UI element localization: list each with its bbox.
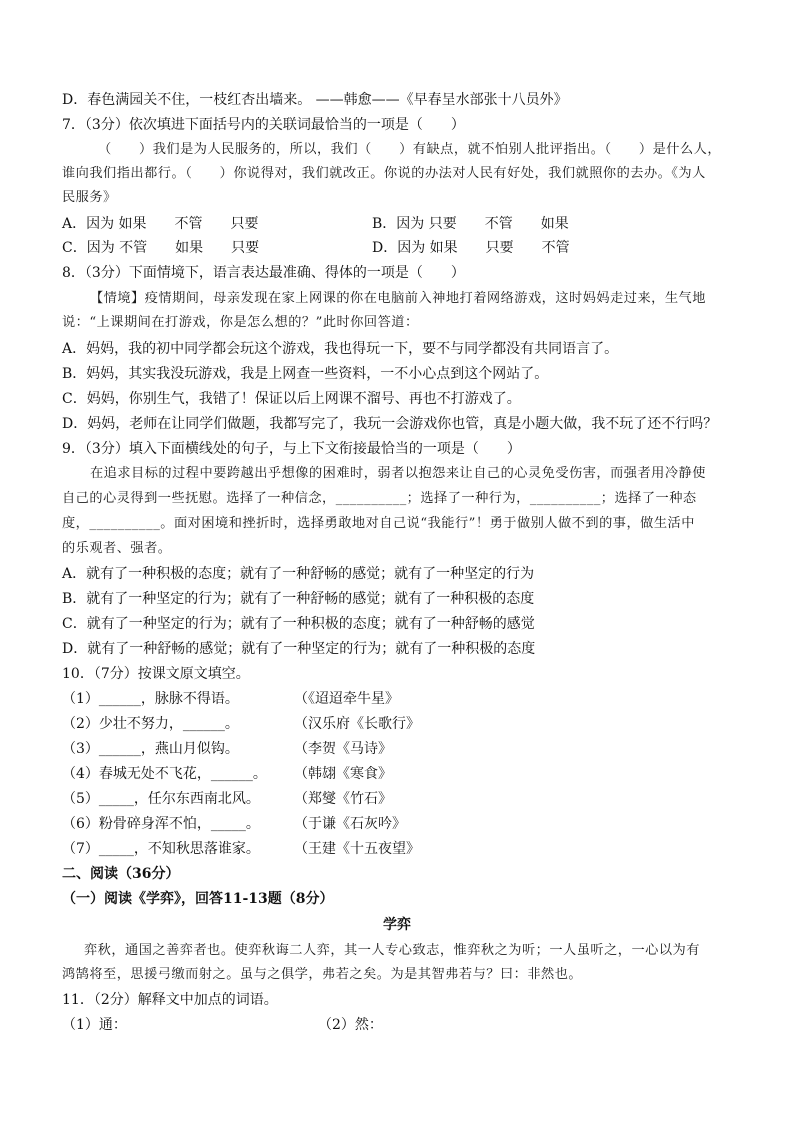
q10-item-source: （《迢迢牵牛星》: [294, 691, 399, 707]
q9-option-c: C．就有了一种坚定的行为；就有了一种积极的态度；就有了一种舒畅的感觉: [62, 616, 535, 632]
article-line: 弈秋，通国之善弈者也。使弈秋诲二人弈，其一人专心致志，惟弈秋之为听；一人虽听之，一心以为有: [84, 943, 700, 958]
q7-option-c: C．因为 不管 如果 只要: [62, 240, 260, 256]
subsection-heading: （一）阅读《学弈》，回答11-13题（8分）: [62, 891, 334, 907]
q10-item-source: （郑燮《竹石》: [294, 791, 392, 807]
q10-item: （6）粉骨碎身浑不怕，_____。: [62, 816, 260, 832]
q7-passage-line: 民服务》: [62, 190, 117, 205]
q10-item: （4）春城无处不飞花，______。: [62, 766, 267, 782]
q9-option-d: D．就有了一种舒畅的感觉；就有了一种坚定的行为；就有了一种积极的态度: [62, 641, 536, 657]
q10-item-source: （韩翃《寒食》: [294, 766, 392, 782]
q11-part-2: （2）然：: [318, 1017, 383, 1033]
q10-item-source: （王建《十五夜望》: [294, 841, 420, 857]
q7-option-d: D．因为 如果 只要 不管: [372, 240, 570, 256]
q9-passage-line: 自己的心灵得到一些抚慰。选择了一种信念，__________；选择了一种行为，__________；选择了一种态: [62, 491, 697, 506]
q9-stem: 9．（3分）填入下面横线处的句子，与上下文衔接最恰当的一项是（ ）: [62, 441, 521, 457]
q10-stem: 10．（7分）按课文原文填空。: [62, 666, 250, 682]
q10-item: （3）______，燕山月似钩。: [62, 741, 239, 757]
q8-option-a: A．妈妈，我的初中同学都会玩这个游戏，我也得玩一下，要不与同学都没有共同语言了。: [62, 341, 619, 357]
q10-item-source: （汉乐府《长歌行》: [294, 716, 420, 732]
q7-option-a: A．因为 如果 不管 只要: [62, 216, 259, 232]
q7-passage-line: （ ）我们是为人民服务的，所以，我们（ ）有缺点，就不怕别人批评指出。（ ）是什么人，: [98, 142, 722, 157]
q11-stem: 11．（2分）解释文中加点的词语。: [62, 992, 278, 1008]
article-line: 鸿鹄将至，思援弓缴而射之。虽与之俱学，弗若之矣。为是其智弗若与？曰：非然也。: [62, 967, 583, 982]
q10-item: （1）______，脉脉不得语。: [62, 691, 239, 707]
q10-item-source: （于谦《石灰吟》: [294, 816, 406, 832]
q10-item-source: （李贺《马诗》: [294, 741, 392, 757]
q8-option-d: D．妈妈，老师在让同学们做题，我都写完了，我玩一会游戏你也管，真是小题大做，我不玩了还不行吗？: [62, 416, 718, 432]
q10-item: （2）少壮不努力，______。: [62, 716, 239, 732]
q11-part-1: （1）通：: [62, 1017, 127, 1033]
article-title: 学弈: [383, 917, 411, 933]
q7-stem: 7．（3分）依次填进下面括号内的关联词最恰当的一项是（ ）: [62, 117, 465, 133]
q6-option-d: D．春色满园关不住，一枝红杏出墙来。 ——韩愈——《早春呈水部张十八员外》: [62, 92, 568, 108]
section-heading: 二、阅读（36分）: [62, 866, 180, 882]
q10-item: （5）_____，任尔东西南北风。: [62, 791, 260, 807]
q8-passage-line: 【情境】疫情期间，母亲发现在家上网课的你在电脑前入神地打着网络游戏，这时妈妈走过来，生气地: [90, 291, 706, 306]
q8-option-c: C．妈妈，你别生气，我错了！保证以后上网课不溜号、再也不打游戏了。: [62, 391, 521, 407]
q9-passage-line: 在追求目标的过程中要跨越出乎想像的困难时，弱者以抱怨来让自己的心灵免受伤害，而强者用冷静使: [90, 466, 706, 481]
q9-option-b: B．就有了一种坚定的行为；就有了一种舒畅的感觉；就有了一种积极的态度: [62, 591, 535, 607]
q9-passage-line: 度，__________。面对困境和挫折时，选择勇敢地对自己说“我能行”！勇于做别人做不到的事，做生活中: [62, 516, 695, 531]
q8-option-b: B．妈妈，其实我没玩游戏，我是上网查一些资料，一不小心点到这个网站了。: [62, 366, 549, 382]
q7-option-b: B．因为 只要 不管 如果: [372, 216, 569, 232]
q8-stem: 8．（3分）下面情境下，语言表达最准确、得体的一项是（ ）: [62, 265, 465, 281]
q7-passage-line: 谁向我们指出都行。（ ）你说得对，我们就改正。你说的办法对人民有好处，我们就照你的去办。《为人: [62, 166, 706, 181]
q10-item: （7）_____，不知秋思落谁家。: [62, 841, 260, 857]
q9-option-a: A．就有了一种积极的态度；就有了一种舒畅的感觉；就有了一种坚定的行为: [62, 566, 535, 582]
q9-passage-line: 的乐观者、强者。: [62, 541, 172, 556]
q8-passage-line: 说：“上课期间在打游戏，你是怎么想的？”此时你回答道：: [62, 315, 419, 330]
